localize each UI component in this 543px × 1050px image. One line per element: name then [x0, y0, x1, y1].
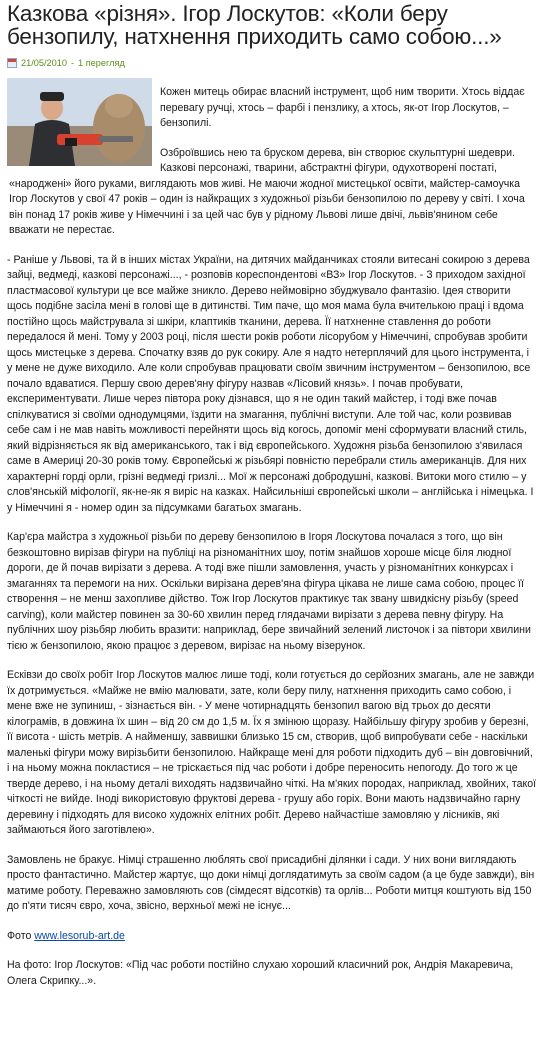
article-date: 21/05/2010: [21, 58, 67, 68]
paragraph-2: Озброївшись нею та бруском дерева, він створює скульптурні шедеври. Казкові персонажі, тварини, абстрактні фігури, одухотворені постаті, «народжені» його руками, виглядають мов живі. Не маючи жодної мистецької освіти, майстер-самоучка Ігор Лоскутов у свої 47 років – один із найкращих з художньої різьби бензопилою по дереву у світі. І хоча він понад 17 років живе у Німеччині і за цей час був у рідному Львові лише двічі, львів'янином себе вважати не перестає.: [9, 146, 525, 236]
article-title: Казкова «різня». Ігор Лоскутов: «Коли беру бензопилу, натхнення приходить само собою...»: [7, 1, 502, 49]
woodcarver-photo-illustration: [7, 78, 152, 166]
paragraph-5: Есківзи до своїх робіт Ігор Лоскутов малює лише тоді, коли готується до серйозних змагань, але не завжди їх дотримується. «Майже не вмію малювати, зате, коли беру пилу, натхнення приходить само собою, і мене вже не зупиниш, - зізнається він. - У мене чотирнадцять бензопил вагою від трьох до десяти кілограмів, в довжина їх шин – від 20 см до 1,5 м. Їх я змінюю щоразу. Найбільшу фігуру зробив у березні, її висота - шість метрів. А найменшу, заввишки близько 15 см, створив, щоб випробувати себе - наскільки маленькі фігури можу вирізьбити бензопилою. Найкраще мені для роботи підходить дуб – він довговічний, і на ньому можна покластися – не тріскається під час роботи і добре переносить непогоду. До того ж це тверде дерево, і на ньому деталі виходять надзвичайно чіткі. На м'яких породах, наприклад, хвойних, такої чіткості не вийде. Іноді використовую фруктові дерева - грушу або горіх. Вони мають надзвичайно гарну деревину і підходять для високо художніх елітних робіт. Дерево найчастіше замовляю у лісників, які займаються його заготівлею».: [7, 669, 537, 836]
paragraph-1: Кожен митець обирає власний інструмент, щоб ним творити. Хтось віддає перевагу ручці, хтось – фарбі і пензлику, а хтось, як-от Ігор Лоскутов, – бензопилі.: [160, 86, 525, 129]
paragraph-6: Замовлень не бракує. Німці страшенно люблять свої присадибні ділянки і сади. У них вони виглядають просто фантастично. Майстер жартує, що доки німці доглядатимуть за своїм садом (а це буде завжди), він матиме роботу. Переважно замовляють сов (сімдесят відсотків) та орлів... Роботи митця коштують від 150 до п'яти тисяч євро, хоча, звісно, верхньої межі не існує...: [7, 853, 535, 912]
calendar-icon: [7, 58, 17, 68]
meta-separator: -: [70, 58, 75, 68]
photo-credit-link[interactable]: www.lesorub-art.de: [34, 929, 125, 942]
view-count: 1 перегляд: [78, 58, 125, 68]
article-body: [7, 74, 537, 989]
article-meta: [7, 58, 537, 68]
paragraph-3: - Раніше у Львові, та й в інших містах України, на дитячих майданчиках стояли витесані сокирою з дерева зайці, ведмеді, казкові персонажі..., - розповів кореспондентові «ВЗ» Ігор Лоскутов. - З приходом західної пластмасової культури це все майже зникло. Дерево неймовірно збуджувало фантазію. Ідея створити щось подібне засіла мені в голові ще в дитинстві. Тим паче, що моя мама була вчителькою праці і вдома постійно щось майструвала зі шкіри, клаптиків тканини, дерева. Її натхненне ставлення до роботи передалося й мені. Тому у 2003 році, після шести років роботи лісорубом у Німеччині, спробував зробити щось мистецьке з дерева. Спочатку взяв до рук сокиру. Але я надто нетерплячий для цього інструмента, і у мене не дуже виходило. Але коли спробував працювати своїм звичним інструментом – бензопилою, все почало вдаватися. Першу свою дерев'яну фігуру назвав «Лісовий князь». І почав пробувати, експериментувати. Лише через півтора року дізнався, що я не один такий майстер, і тоді вже почав спілкуватися зі своїми однодумцями, їздити на змагання, публічні виступи. Але той час, коли розвивав себе сам і не мав навіть можливості перейняти щось від когось, допоміг мені сформувати власний стиль, який відрізняється як від американського, так і від європейського. Художня різьба бензопилою з'явилася саме в Америці 20-30 років тому. Європейські ж різьбярі повністю перебрали стиль американців. Для них характерні гордi орли, грізні ведмеді гризлі... Мої ж персонажі добродушні, казкові. Витоки мого стилю – у слов'янській міфології, як-не-як я виріс на казках. Найсильніші європейські школи – англійська і німецька. І у Німеччині я - номер один за підсумками багатьох змагань.: [7, 253, 534, 514]
photo-credit-prefix: Фото: [7, 929, 35, 942]
photo-credit: [7, 929, 537, 945]
paragraph-4: Кар'єра майстра з художньої різьби по дереву бензопилою в Ігоря Лоскутова почалася з того, що він безкоштовно вирізав фігури на публіці на різноманітних шоу, потім знайшов хороше місце біля людної дороги, де й почав вирізати з дерева. А тоді вже пішли замовлення, участь у різноманітних конкурсах і змаганнях та перемоги на них. Оскільки вирізана дерев'яна фігура цікава не лише сама собою, процес її створення – не менш захопливе дійство. Тож Ігор Лоскутов практикує так звану швидкісну різьбу (speed carving), коли майстер повинен за 30-60 хвилин перед глядачами вирізати з дерева певну фігуру. На публічних шоу різьбяр любить вразити: наприклад, бере звичайний зелений листочок і за півтори хвилини тією ж бензопилою, якою працює з деревом, вирізає на ньому візерунок.: [7, 531, 531, 652]
article-photo: [7, 78, 152, 166]
photo-caption: На фото: Ігор Лоскутов: «Під час роботи постійно слухаю хороший класичний рок, Андрія Макаревича, Олега Скрипку...».: [7, 959, 514, 987]
